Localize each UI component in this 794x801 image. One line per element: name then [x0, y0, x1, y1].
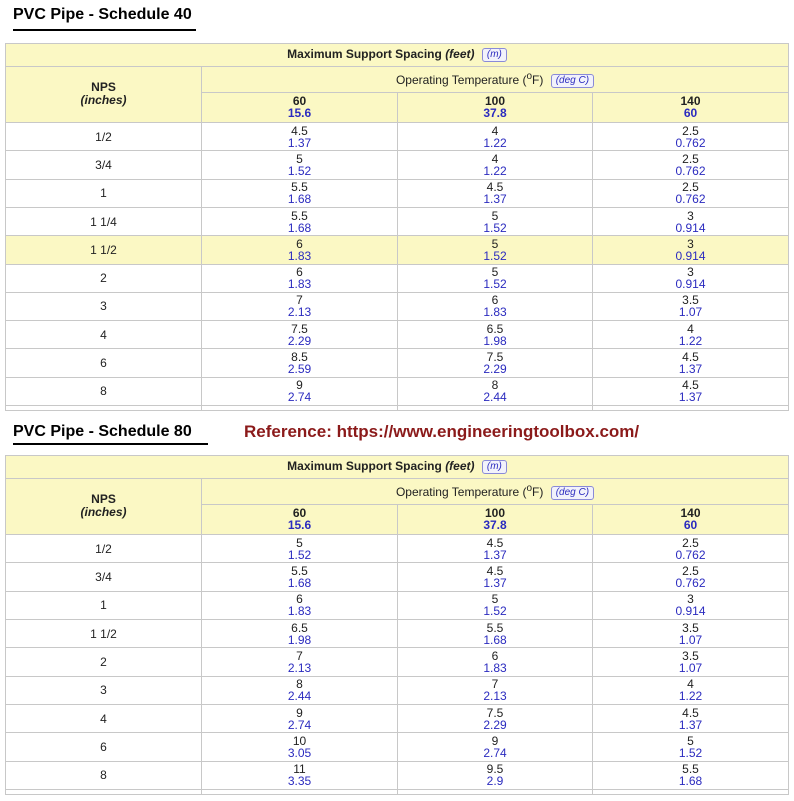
spacing-cell: 5.5 1.68	[202, 563, 398, 591]
schedule-80-table	[5, 455, 789, 795]
table-row	[6, 761, 789, 789]
spacing-cell: 6 1.83	[202, 264, 398, 292]
table-row	[6, 179, 789, 207]
spacing-cell: 5.5 1.68	[202, 179, 398, 207]
nps-cell: 4	[6, 704, 202, 732]
spacing-cell: 5 1.52	[202, 535, 398, 563]
spacing-cell: 6.5 1.98	[398, 321, 593, 349]
spacing-cell: 7 2.13	[398, 676, 593, 704]
spacing-cell: 11 3.35	[202, 761, 398, 789]
table-row	[6, 648, 789, 676]
nps-cell: 3	[6, 676, 202, 704]
nps-cell: 3	[6, 292, 202, 320]
spacing-cell: 6 1.83	[398, 292, 593, 320]
schedule-40-title: PVC Pipe - Schedule 40	[13, 5, 192, 25]
spacing-cell: 4 1.22	[593, 321, 789, 349]
spacing-cell: 4.5 1.37	[398, 563, 593, 591]
spacing-cell: 4.5 1.37	[593, 704, 789, 732]
spacing-cell: 5 1.52	[398, 236, 593, 264]
unit-toggle-deg-c[interactable]: (deg C)	[551, 486, 594, 500]
nps-cell: 2	[6, 264, 202, 292]
spacing-cell: 6 1.83	[202, 236, 398, 264]
nps-cell: 3/4	[6, 563, 202, 591]
operating-temperature-header: Operating Temperature ($^o$F) (deg C)	[202, 66, 789, 92]
table-row	[6, 591, 789, 619]
spacing-cell: 5.5 1.68	[202, 207, 398, 235]
table-row	[6, 236, 789, 264]
spacing-cell: 2.5 0.762	[593, 123, 789, 151]
spacing-cell: 9 2.74	[398, 733, 593, 761]
nps-cell: 1 1/2	[6, 620, 202, 648]
nps-cell: 6	[6, 733, 202, 761]
table-row	[6, 563, 789, 591]
table-row	[6, 377, 789, 405]
temperature-column-header: 100 37.8	[398, 504, 593, 535]
spacing-cell: 4.5 1.37	[593, 377, 789, 405]
spacing-cell: 5 1.52	[398, 264, 593, 292]
nps-cell: 1	[6, 591, 202, 619]
nps-cell: 8	[6, 761, 202, 789]
spacing-cell: 3 0.914	[593, 236, 789, 264]
table-bottom-strip	[6, 406, 789, 411]
spacing-cell: 9 2.74	[202, 704, 398, 732]
support-spacing-header: Maximum Support Spacing (feet) (m)	[6, 44, 789, 67]
table-row	[6, 676, 789, 704]
temperature-column-header: 140 60	[593, 92, 789, 123]
table-row	[6, 733, 789, 761]
nps-cell: 1 1/4	[6, 207, 202, 235]
operating-temperature-header: Operating Temperature ($^o$F) (deg C)	[202, 478, 789, 504]
table-row	[6, 207, 789, 235]
nps-cell: 4	[6, 321, 202, 349]
spacing-cell: 5 1.52	[593, 733, 789, 761]
nps-cell: 6	[6, 349, 202, 377]
schedule-80-title: PVC Pipe - Schedule 80	[13, 422, 192, 442]
spacing-cell: 7.5 2.29	[202, 321, 398, 349]
spacing-cell: 3.5 1.07	[593, 648, 789, 676]
spacing-cell: 3 0.914	[593, 264, 789, 292]
spacing-cell: 5 1.52	[202, 151, 398, 179]
spacing-cell: 4 1.22	[398, 151, 593, 179]
nps-cell: 3/4	[6, 151, 202, 179]
spacing-cell: 6.5 1.98	[202, 620, 398, 648]
unit-toggle-deg-c[interactable]: (deg C)	[551, 74, 594, 88]
nps-header: NPS (inches)	[6, 66, 202, 122]
spacing-cell: 7.5 2.29	[398, 704, 593, 732]
spacing-cell: 5 1.52	[398, 207, 593, 235]
spacing-cell: 6 1.83	[398, 648, 593, 676]
nps-header: NPS (inches)	[6, 478, 202, 535]
spacing-cell: 3.5 1.07	[593, 292, 789, 320]
spacing-cell: 8.5 2.59	[202, 349, 398, 377]
spacing-cell: 5.5 1.68	[398, 620, 593, 648]
temperature-column-header: 60 15.6	[202, 504, 398, 535]
spacing-cell: 7 2.13	[202, 292, 398, 320]
spacing-cell: 5 1.52	[398, 591, 593, 619]
table-bottom-strip	[6, 790, 789, 795]
spacing-cell: 4.5 1.37	[202, 123, 398, 151]
spacing-cell: 2.5 0.762	[593, 563, 789, 591]
spacing-cell: 9 2.74	[202, 377, 398, 405]
table-row	[6, 704, 789, 732]
table-row	[6, 620, 789, 648]
spacing-cell: 8 2.44	[398, 377, 593, 405]
spacing-cell: 4.5 1.37	[398, 179, 593, 207]
title-underline	[13, 29, 196, 31]
table-row	[6, 349, 789, 377]
spacing-cell: 6 1.83	[202, 591, 398, 619]
spacing-cell: 4 1.22	[398, 123, 593, 151]
spacing-cell: 9.5 2.9	[398, 761, 593, 789]
unit-toggle-m[interactable]: (m)	[482, 48, 507, 62]
table-row	[6, 151, 789, 179]
table-row	[6, 123, 789, 151]
nps-cell: 2	[6, 648, 202, 676]
spacing-cell: 2.5 0.762	[593, 535, 789, 563]
table-row	[6, 535, 789, 563]
spacing-cell: 10 3.05	[202, 733, 398, 761]
temperature-column-header: 60 15.6	[202, 92, 398, 123]
spacing-cell: 4.5 1.37	[593, 349, 789, 377]
nps-cell: 1/2	[6, 123, 202, 151]
table-row	[6, 264, 789, 292]
support-spacing-header: Maximum Support Spacing (feet) (m)	[6, 456, 789, 479]
spacing-cell: 4.5 1.37	[398, 535, 593, 563]
spacing-cell: 2.5 0.762	[593, 179, 789, 207]
temperature-column-header: 100 37.8	[398, 92, 593, 123]
nps-cell: 1	[6, 179, 202, 207]
title-underline	[13, 443, 208, 445]
spacing-cell: 7.5 2.29	[398, 349, 593, 377]
table-row	[6, 321, 789, 349]
nps-cell: 1/2	[6, 535, 202, 563]
reference-text: Reference: https://www.engineeringtoolbox.com/	[244, 422, 640, 441]
schedule-40-table	[5, 43, 789, 411]
spacing-cell: 3.5 1.07	[593, 620, 789, 648]
unit-toggle-m[interactable]: (m)	[482, 460, 507, 474]
temperature-column-header: 140 60	[593, 504, 789, 535]
spacing-cell: 5.5 1.68	[593, 761, 789, 789]
spacing-cell: 3 0.914	[593, 207, 789, 235]
table-row	[6, 292, 789, 320]
spacing-cell: 7 2.13	[202, 648, 398, 676]
spacing-cell: 2.5 0.762	[593, 151, 789, 179]
spacing-cell: 4 1.22	[593, 676, 789, 704]
nps-cell: 8	[6, 377, 202, 405]
nps-cell: 1 1/2	[6, 236, 202, 264]
spacing-cell: 8 2.44	[202, 676, 398, 704]
spacing-cell: 3 0.914	[593, 591, 789, 619]
